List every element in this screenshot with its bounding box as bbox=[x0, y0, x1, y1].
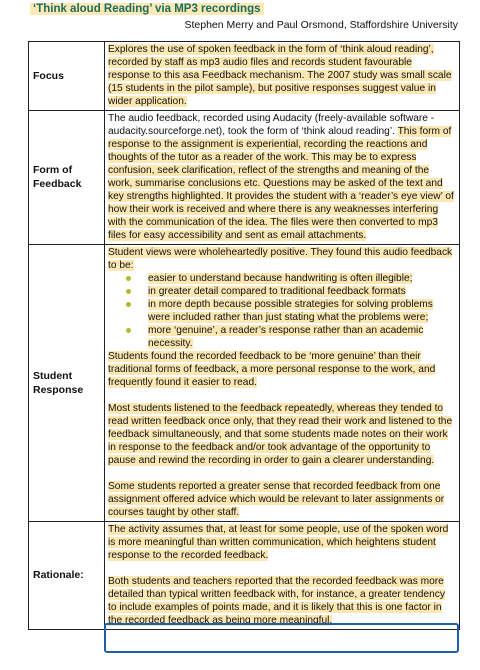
list-item: in greater detail compared to traditional feedback formats bbox=[138, 285, 456, 298]
student-bullet-list bbox=[108, 272, 456, 350]
row-form-of-feedback bbox=[29, 111, 460, 245]
document-authors: Stephen Merry and Paul Orsmond, Staffordshire University bbox=[184, 19, 458, 31]
summary-table bbox=[28, 41, 460, 630]
row-rationale bbox=[29, 522, 460, 630]
document-title: ‘Think aloud Reading’ via MP3 recordings bbox=[30, 3, 264, 15]
form-label: Form of Feedback bbox=[29, 111, 105, 245]
student-para-1: Students found the recorded feedback to be ‘more genuine’ than their traditional forms of feedback, a more personal response to the work, and frequently found it easier to read. bbox=[108, 351, 436, 388]
rationale-para-2: Both students and teachers reported that the recorded feedback was more detailed than typical written feedback with, for instance, a greater tendency to include examples of points made, and it is likely that this is one factor in the recorded feedback as being more meaningful. bbox=[108, 576, 445, 626]
student-para-2: Most students listened to the feedback repeatedly, whereas they tended to read written feedback once only, that they read their work and listened to the feedback simultaneously, and that some students made notes on their work in response to the feedback and/or took advantage of the opportunity to pause and rewind the recording in order to gain a clearer understanding. bbox=[108, 403, 453, 466]
student-label: Student Response bbox=[29, 245, 105, 522]
student-cell bbox=[105, 245, 460, 522]
form-text-plain: The audio feedback, recorded using Audacity (freely-available software - audacity.sourceforge.net), took the form of ‘think aloud reading’. bbox=[108, 113, 435, 137]
row-student-response bbox=[29, 245, 460, 522]
list-item: easier to understand because handwriting is often illegible; bbox=[138, 272, 456, 285]
student-para-3: Some students reported a greater sense that recorded feedback from one assignment offered advice which would be relevant to later assignments or courses taught by other staff. bbox=[108, 481, 445, 518]
focus-label: Focus bbox=[29, 42, 105, 111]
student-intro: Student views were wholeheartedly positive. They found this audio feedback to be: bbox=[108, 247, 453, 271]
focus-cell bbox=[105, 42, 460, 111]
list-item: more ‘genuine’, a reader’s response rather than an academic necessity. bbox=[138, 324, 456, 350]
focus-text: Explores the use of spoken feedback in the form of ‘think aloud reading’, recorded by staff as mp3 audio files and records student favourable response to this asa Feedback mechanism. The 2007 study was small scale (15 students in the pilot sample), but positive responses suggest value in wider application. bbox=[108, 44, 452, 107]
form-text-highlighted: This form of response to the assignment is experiential, recording the reactions and thoughts of the tutor as a reader of the work. This may be to express confusion, seek clarification, reflect of the strengths and meaning of the work, summarise conclusions etc. Questions may be asked of the text and key strengths highlighted. It provides the student with a ‘reader’s eye view’ of how their work is received and where there is any weaknesses interfering with the communication of the idea. The files were then converted to mp3 files for easy accessibility and sent as email attachments. bbox=[108, 126, 454, 241]
rationale-label: Rationale: bbox=[29, 522, 105, 630]
rationale-para-1: The activity assumes that, at least for some people, use of the spoken word is more meaningful than written communication, which heightens student response to the recorded feedback. bbox=[108, 524, 449, 561]
rationale-cell bbox=[105, 522, 460, 630]
row-focus bbox=[29, 42, 460, 111]
list-item: in more depth because possible strategies for solving problems were included rather than just stating what the problems were; bbox=[138, 298, 456, 324]
form-cell bbox=[105, 111, 460, 245]
